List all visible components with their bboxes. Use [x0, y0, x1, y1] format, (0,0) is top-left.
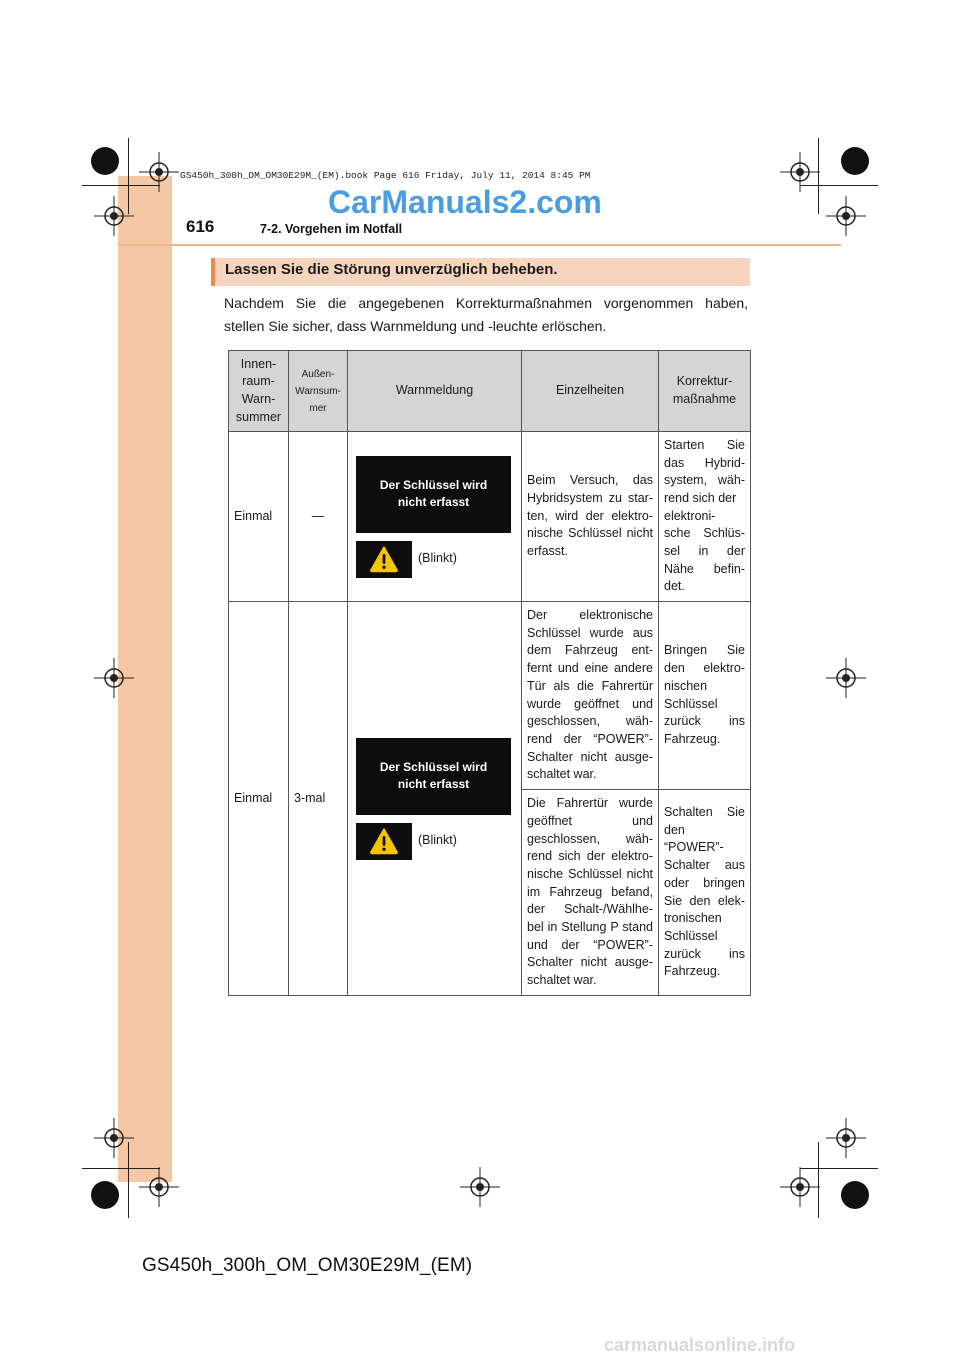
text-line: Sie den elek- — [664, 893, 745, 908]
banner-title: Lassen Sie die Störung unverzüglich beheben. — [225, 261, 558, 278]
text-line: system, wäh- — [664, 473, 745, 488]
header-outside-buzzer — [289, 351, 348, 432]
header-line: Außen- — [301, 368, 335, 380]
text-line: im Fahrzeug befand, — [527, 884, 653, 899]
text-line: wurde geöffnet und — [527, 696, 653, 711]
text-line: Schalter nicht ausge- — [527, 749, 653, 764]
text-line: zurück ins — [664, 714, 745, 729]
cell-inside-buzzer: Einmal — [229, 602, 289, 996]
header-line: mer — [309, 402, 327, 414]
cell-message — [348, 432, 522, 602]
blink-label: (Blinkt) — [418, 833, 457, 848]
header-line: Korrektur- — [676, 374, 733, 389]
text-line: ten, wird der elektro- — [527, 508, 653, 523]
text-line: Tür als die Fahrertür — [527, 678, 653, 693]
text-line: Schalter aus — [664, 858, 745, 873]
header-details: Einzelheiten — [522, 351, 659, 432]
cell-inside-buzzer: Einmal — [229, 432, 289, 602]
watermark-top: CarManuals2.com — [328, 184, 602, 220]
display-line: nicht erfasst — [397, 495, 470, 509]
text-line: geschlossen, wäh- — [527, 714, 653, 729]
intro-line: Nachdem Sie die angegebenen Korrekturmaßnahmen vorgenommen haben, — [224, 295, 748, 311]
text-line: oder bringen — [664, 875, 745, 890]
text-line: rend sich der — [664, 490, 737, 505]
text-line: Nähe befin- — [664, 561, 745, 576]
watermark-bottom: carmanualsonline.info — [604, 1335, 796, 1355]
registration-disc-icon — [841, 147, 869, 175]
table-row — [229, 602, 751, 790]
cell-details — [522, 602, 659, 790]
text-line: tronischen — [664, 911, 722, 926]
text-line: elektroni- — [664, 508, 716, 523]
text-line: nische Schlüssel nicht — [527, 526, 653, 541]
cell-details — [522, 790, 659, 996]
text-line: “POWER”- — [664, 840, 724, 855]
warning-light-row — [356, 541, 521, 578]
header-line: raum- — [242, 374, 275, 389]
warning-triangle-icon — [356, 823, 412, 860]
file-header: GS450h_300h_OM_OM30E29M_(EM).book Page 616 Friday, July 11, 2014 8:45 PM — [180, 170, 591, 181]
text-line: nischen — [664, 678, 708, 693]
text-line: Hybridsystem zu star- — [527, 490, 653, 505]
display-line: Der Schlüssel wird — [379, 760, 488, 774]
text-line: und der “POWER”- — [527, 937, 653, 952]
registration-disc-icon — [91, 147, 119, 175]
text-line: fernt und eine andere — [527, 661, 653, 676]
text-line: den elektro- — [664, 661, 745, 676]
text-line: geschlossen, wäh- — [527, 831, 653, 846]
header-line: Innen- — [240, 356, 277, 371]
warning-display — [356, 738, 511, 815]
header-inside-buzzer — [229, 351, 289, 432]
cell-outside-buzzer: 3-mal — [289, 602, 348, 996]
registration-mark-icon — [94, 196, 134, 236]
text-line: zurück ins — [664, 946, 745, 961]
display-line: Der Schlüssel wird — [379, 478, 488, 492]
text-line: erfasst. — [527, 544, 568, 559]
cell-outside-buzzer: — — [289, 432, 348, 602]
warning-display — [356, 456, 511, 533]
header-line: Warn- — [241, 392, 276, 406]
text-line: Schalten Sie — [664, 804, 745, 819]
text-line: det. — [664, 579, 685, 594]
text-line: Fahrzeug. — [664, 731, 721, 746]
registration-mark-icon — [780, 1167, 820, 1207]
text-line: Der elektronische — [527, 607, 653, 622]
header-line: summer — [235, 409, 282, 424]
text-line: geöffnet und — [527, 813, 653, 828]
text-line: das Hybrid- — [664, 455, 745, 470]
registration-mark-icon — [826, 658, 866, 698]
section-banner — [211, 258, 750, 286]
registration-mark-icon — [780, 152, 820, 192]
warning-table — [228, 350, 751, 996]
cell-correction — [659, 432, 751, 602]
cell-message — [348, 602, 522, 996]
registration-mark-icon — [826, 196, 866, 236]
footer-model-code: GS450h_300h_OM_OM30E29M_(EM) — [142, 1255, 473, 1276]
text-line: Schlüssel wurde aus — [527, 625, 653, 640]
intro-line: stellen Sie sicher, dass Warnmeldung und -leuchte erlöschen. — [224, 318, 607, 334]
text-line: dem Fahrzeug ent- — [527, 643, 653, 658]
text-line: der Schalt-/Wählhe- — [527, 902, 653, 917]
text-line: schaltet war. — [527, 767, 597, 782]
warning-light-row — [356, 823, 521, 860]
registration-mark-icon — [94, 658, 134, 698]
text-line: Bringen Sie — [664, 643, 745, 658]
text-line: Schalter nicht ausge- — [527, 955, 653, 970]
text-line: sel in der — [664, 544, 745, 559]
blink-label: (Blinkt) — [418, 551, 457, 566]
header-correction — [659, 351, 751, 432]
header-message: Warnmeldung — [348, 351, 522, 432]
display-line: nicht erfasst — [397, 777, 470, 791]
cell-correction — [659, 790, 751, 996]
registration-mark-icon — [139, 1167, 179, 1207]
cell-details — [522, 432, 659, 602]
table-row — [229, 432, 751, 602]
text-line: den — [664, 822, 685, 837]
text-line: Schlüssel — [664, 696, 718, 711]
header-rule — [118, 244, 841, 246]
registration-mark-icon — [460, 1167, 500, 1207]
text-line: rend sich der elektro- — [527, 849, 653, 864]
header-line: Warnsum- — [295, 385, 341, 397]
page-number: 616 — [186, 217, 215, 236]
table-header-row — [229, 351, 751, 432]
text-line: Beim Versuch, das — [527, 473, 653, 488]
text-line: rend der “POWER”- — [527, 731, 653, 746]
intro-paragraph — [224, 292, 748, 338]
text-line: nische Schlüssel nicht — [527, 866, 653, 881]
registration-mark-icon — [139, 152, 179, 192]
registration-mark-icon — [826, 1118, 866, 1158]
text-line: Starten Sie — [664, 437, 745, 452]
cell-correction — [659, 602, 751, 790]
header-line: maßnahme — [672, 392, 737, 406]
warning-triangle-icon — [356, 541, 412, 578]
text-line: schaltet war. — [527, 973, 597, 988]
text-line: Fahrzeug. — [664, 964, 721, 979]
section-title: 7-2. Vorgehen im Notfall — [260, 222, 403, 236]
text-line: bel in Stellung P stand — [527, 920, 653, 935]
registration-mark-icon — [94, 1118, 134, 1158]
text-line: Die Fahrertür wurde — [527, 796, 653, 811]
registration-disc-icon — [841, 1181, 869, 1209]
text-line: Schlüssel — [664, 928, 718, 943]
text-line: sche Schlüs- — [664, 526, 745, 541]
registration-disc-icon — [91, 1181, 119, 1209]
